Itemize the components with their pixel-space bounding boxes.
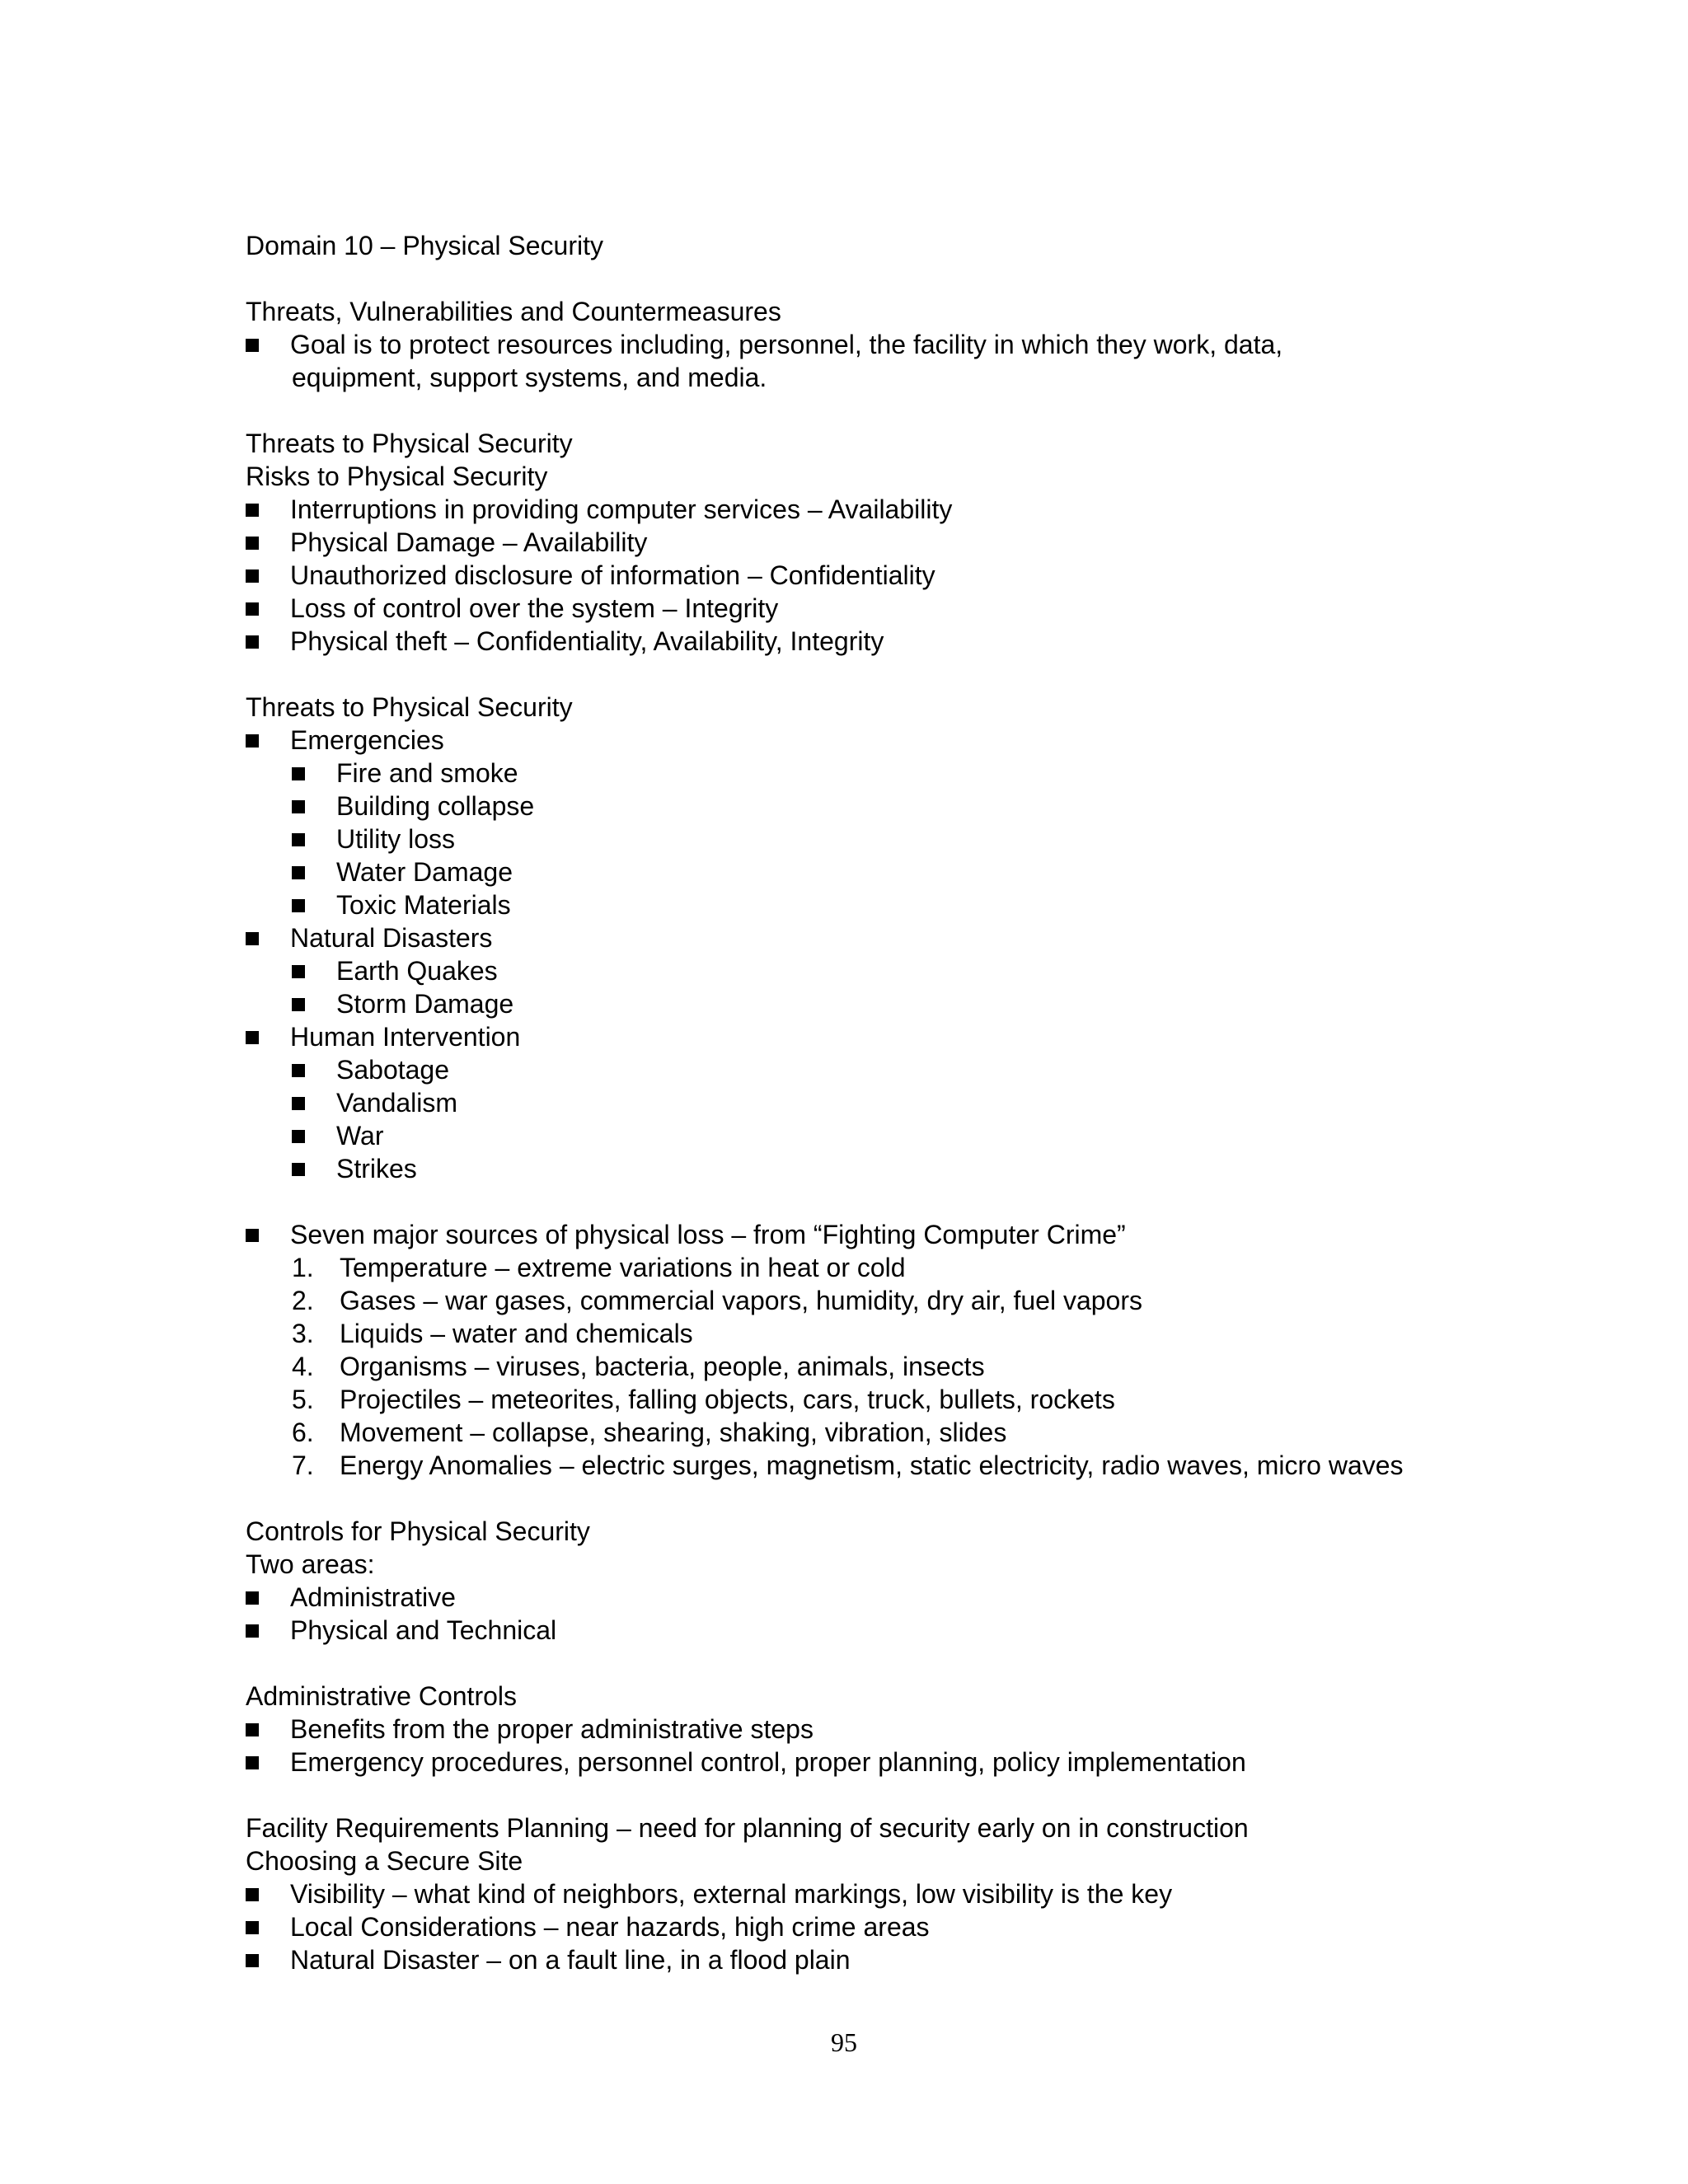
- list-item: Physical theft – Confidentiality, Availability, Integrity: [246, 625, 1663, 658]
- sub-list-item: Water Damage: [246, 855, 1663, 888]
- numbered-item: 3. Liquids – water and chemicals: [292, 1319, 693, 1348]
- sub-list-item: Fire and smoke: [246, 757, 1663, 790]
- page-number: 95: [831, 2027, 857, 2057]
- square-bullet-icon: [292, 866, 305, 879]
- square-bullet-icon: [292, 800, 305, 813]
- list-item: Natural Disasters: [246, 921, 1663, 954]
- numbered-item: 1. Temperature – extreme variations in heat or cold: [292, 1253, 906, 1282]
- section-heading: Facility Requirements Planning – need for planning of security early on in construction: [246, 1813, 1249, 1843]
- numbered-item: 7. Energy Anomalies – electric surges, magnetism, static electricity, radio waves, micro waves: [292, 1451, 1404, 1480]
- sub-list-item: War: [246, 1119, 1663, 1152]
- square-bullet-icon: [292, 1064, 305, 1077]
- sub-list-item: Utility loss: [246, 823, 1663, 855]
- square-bullet-icon: [246, 569, 259, 583]
- square-bullet-icon: [292, 1097, 305, 1110]
- list-item: Unauthorized disclosure of information – Confidentiality: [246, 559, 1663, 592]
- square-bullet-icon: [246, 932, 259, 945]
- list-item: Visibility – what kind of neighbors, external markings, low visibility is the key: [246, 1877, 1663, 1910]
- section-heading: Controls for Physical Security: [246, 1516, 590, 1546]
- square-bullet-icon: [292, 899, 305, 912]
- sub-list-item: Strikes: [246, 1152, 1663, 1185]
- section-heading: Administrative Controls: [246, 1681, 517, 1711]
- square-bullet-icon: [246, 1888, 259, 1901]
- numbered-item: 5. Projectiles – meteorites, falling objects, cars, truck, bullets, rockets: [292, 1385, 1115, 1414]
- square-bullet-icon: [246, 1954, 259, 1967]
- square-bullet-icon: [246, 1624, 259, 1638]
- list-item: Benefits from the proper administrative steps: [246, 1713, 1663, 1746]
- list-item: Physical Damage – Availability: [246, 526, 1663, 559]
- square-bullet-icon: [246, 1756, 259, 1769]
- square-bullet-icon: [246, 602, 259, 616]
- numbered-item: 2. Gases – war gases, commercial vapors, humidity, dry air, fuel vapors: [292, 1286, 1142, 1315]
- list-item-continuation: equipment, support systems, and media.: [292, 363, 767, 392]
- square-bullet-icon: [246, 537, 259, 550]
- sub-list-item: Earth Quakes: [246, 954, 1663, 987]
- sub-list-item: Vandalism: [246, 1086, 1663, 1119]
- list-item: Interruptions in providing computer services – Availability: [246, 493, 1663, 526]
- numbered-item: 4. Organisms – viruses, bacteria, people, animals, insects: [292, 1352, 985, 1381]
- square-bullet-icon: [246, 1591, 259, 1605]
- square-bullet-icon: [292, 998, 305, 1011]
- square-bullet-icon: [246, 635, 259, 649]
- square-bullet-icon: [292, 965, 305, 978]
- page-title: Domain 10 – Physical Security: [246, 231, 603, 260]
- sub-list-item: Storm Damage: [246, 987, 1663, 1020]
- square-bullet-icon: [246, 1723, 259, 1736]
- sub-list-item: Toxic Materials: [246, 888, 1663, 921]
- list-item: Loss of control over the system – Integrity: [246, 592, 1663, 625]
- square-bullet-icon: [292, 833, 305, 846]
- list-item: Human Intervention: [246, 1020, 1663, 1053]
- list-item: Local Considerations – near hazards, high crime areas: [246, 1910, 1663, 1943]
- section-subheading: Choosing a Secure Site: [246, 1846, 523, 1876]
- square-bullet-icon: [246, 339, 259, 352]
- sub-list-item: Building collapse: [246, 790, 1663, 823]
- section-subheading: Two areas:: [246, 1549, 375, 1579]
- sub-list-item: Sabotage: [246, 1053, 1663, 1086]
- square-bullet-icon: [292, 1130, 305, 1143]
- list-item: Emergencies: [246, 724, 1663, 757]
- section-heading: Threats, Vulnerabilities and Countermeasures: [246, 297, 781, 326]
- section-heading: Threats to Physical Security: [246, 692, 573, 722]
- square-bullet-icon: [292, 1163, 305, 1176]
- square-bullet-icon: [292, 767, 305, 780]
- page-content: [246, 229, 1663, 1976]
- list-item: Administrative: [246, 1581, 1663, 1614]
- square-bullet-icon: [246, 1921, 259, 1934]
- square-bullet-icon: [246, 504, 259, 517]
- section-subheading: Risks to Physical Security: [246, 462, 548, 491]
- list-item: Seven major sources of physical loss – from “Fighting Computer Crime”: [246, 1218, 1663, 1251]
- list-item: Natural Disaster – on a fault line, in a flood plain: [246, 1943, 1663, 1976]
- square-bullet-icon: [246, 1031, 259, 1044]
- list-item: Physical and Technical: [246, 1614, 1663, 1647]
- list-item: Emergency procedures, personnel control, proper planning, policy implementation: [246, 1746, 1663, 1779]
- square-bullet-icon: [246, 1229, 259, 1242]
- section-heading: Threats to Physical Security: [246, 429, 573, 458]
- square-bullet-icon: [246, 734, 259, 748]
- numbered-item: 6. Movement – collapse, shearing, shaking, vibration, slides: [292, 1418, 1007, 1447]
- list-item: Goal is to protect resources including, personnel, the facility in which they work, data,: [246, 328, 1663, 361]
